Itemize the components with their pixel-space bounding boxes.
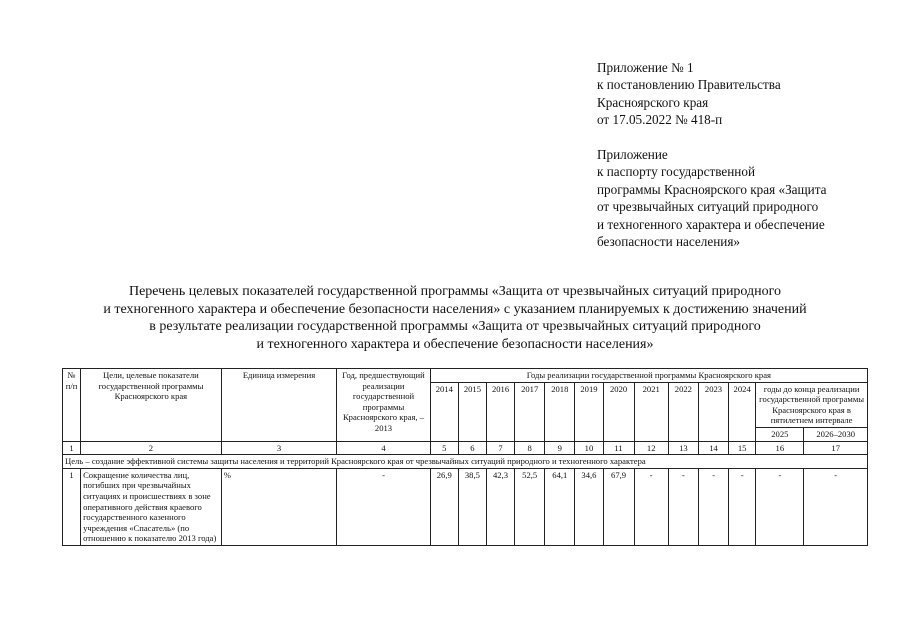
goal-text: Цель – создание эффективной системы защиты населения и территорий Красноярского края от чрезвычайных ситуаций природного и техногенного характера — [63, 455, 868, 469]
annex-1-line: к постановлению Правительства — [597, 77, 781, 93]
row-value: - — [804, 468, 868, 545]
annex-1-line: Красноярского края — [597, 94, 709, 110]
column-number: 13 — [668, 441, 698, 455]
header-future-year: 2026–2030 — [804, 427, 868, 441]
column-number: 2 — [81, 441, 222, 455]
row-value: - — [729, 468, 756, 545]
column-number: 15 — [729, 441, 756, 455]
title-line: Перечень целевых показателей государственной программы «Защита от чрезвычайных ситуаций природного — [128, 284, 782, 299]
row-indicator: Сокращение количества лиц, погибших при чрезвычайных ситуациях и происшествиях в зоне оперативного действия краевого государственного казенного учреждения «Спасатель» (по отношению к показателю 2013 года) — [81, 468, 222, 545]
header-unit: Единица измерения — [221, 369, 337, 442]
row-prev-value: - — [337, 468, 430, 545]
column-number: 12 — [634, 441, 668, 455]
row-value: 64,1 — [545, 468, 575, 545]
annex-1-block — [597, 59, 887, 129]
row-value: 42,3 — [486, 468, 514, 545]
document-title — [60, 283, 850, 353]
column-number: 1 — [63, 441, 81, 455]
annex-2-line: Приложение — [597, 147, 668, 162]
column-number: 11 — [603, 441, 634, 455]
header-years-group: Годы реализации государственной программы Красноярского края — [430, 369, 867, 383]
title-line: в результате реализации государственной программы «Защита от чрезвычайных ситуаций природного — [149, 319, 761, 334]
header-year: 2014 — [430, 382, 458, 441]
column-number: 7 — [486, 441, 514, 455]
row-unit: % — [221, 468, 337, 545]
row-value: - — [698, 468, 728, 545]
header-year: 2021 — [634, 382, 668, 441]
header-year: 2022 — [668, 382, 698, 441]
table-row — [63, 468, 868, 545]
row-value: - — [668, 468, 698, 545]
row-num: 1 — [63, 468, 81, 545]
title-line: и техногенного характера и обеспечение безопасности населения» — [256, 336, 654, 352]
column-number: 5 — [430, 441, 458, 455]
header-future-year: 2025 — [756, 427, 804, 441]
annex-2-line: программы Красноярского края «Защита — [597, 181, 827, 197]
header-year: 2023 — [698, 382, 728, 441]
annex-2-block — [597, 146, 887, 250]
row-value: - — [756, 468, 804, 545]
column-number: 8 — [515, 441, 545, 455]
column-number: 14 — [698, 441, 728, 455]
row-value: 26,9 — [430, 468, 458, 545]
column-number: 10 — [575, 441, 603, 455]
annex-1-line: от 17.05.2022 № 418-п — [597, 112, 723, 128]
goal-row — [63, 455, 868, 469]
column-number: 6 — [458, 441, 486, 455]
title-line: и техногенного характера и обеспечение безопасности населения» с указанием планируемых к достижению значений — [103, 301, 807, 317]
column-number: 4 — [337, 441, 430, 455]
header-row — [63, 369, 868, 383]
column-number: 9 — [545, 441, 575, 455]
header-prev-year: Год, предшествующий реализации государственной программы Красноярского края, – 2013 — [337, 369, 430, 442]
annex-2-line: безопасности населения» — [597, 234, 740, 250]
annex-2-line: и техногенного характера и обеспечение — [597, 216, 825, 232]
header-year: 2017 — [515, 382, 545, 441]
column-number: 17 — [804, 441, 868, 455]
annex-1-line: Приложение № 1 — [597, 60, 694, 75]
header-year: 2018 — [545, 382, 575, 441]
header-year: 2019 — [575, 382, 603, 441]
row-value: 52,5 — [515, 468, 545, 545]
header-goals: Цели, целевые показатели государственной программы Красноярского края — [81, 369, 222, 442]
header-year: 2016 — [486, 382, 514, 441]
header-year: 2015 — [458, 382, 486, 441]
header-year: 2024 — [729, 382, 756, 441]
row-value: - — [634, 468, 668, 545]
header-year: 2020 — [603, 382, 634, 441]
indicators-table — [62, 368, 868, 546]
column-numbers-row — [63, 441, 868, 455]
row-value: 67,9 — [603, 468, 634, 545]
header-num: № п/п — [63, 369, 81, 442]
annex-2-line: к паспорту государственной — [597, 164, 756, 180]
annex-2-line: от чрезвычайных ситуаций природного — [597, 199, 819, 215]
column-number: 16 — [756, 441, 804, 455]
row-value: 34,6 — [575, 468, 603, 545]
header-future-group: годы до конца реализации государственной программы Красноярского края в пятилетнем интервале — [756, 382, 868, 427]
column-number: 3 — [221, 441, 337, 455]
row-value: 38,5 — [458, 468, 486, 545]
